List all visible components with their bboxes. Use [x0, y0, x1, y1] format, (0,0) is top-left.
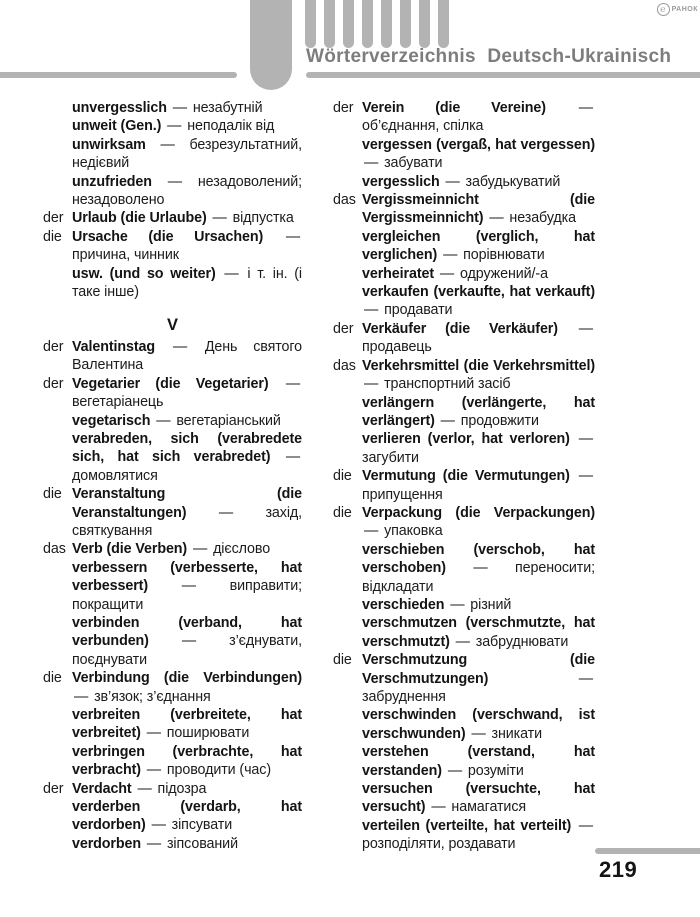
dictionary-entry	[333, 430, 595, 467]
dictionary-entry	[43, 669, 302, 706]
entry-article: die	[43, 486, 62, 503]
entry-article: die	[43, 670, 62, 687]
dictionary-entry	[43, 209, 302, 227]
entry-dash: —	[447, 762, 463, 779]
entry-dash: —	[364, 376, 379, 393]
dictionary-entry	[333, 541, 595, 596]
dictionary-entry	[333, 283, 595, 320]
entry-ukrainian-translation: продавати	[384, 302, 453, 319]
entry-dash: —	[578, 468, 593, 485]
entry-german-term: usw. (und so weiter)	[72, 265, 216, 282]
footer-rule	[595, 848, 700, 854]
entry-ukrainian-translation: розуміти	[467, 762, 524, 779]
entry-german-term: Verschmutzung (die Verschmutzungen)	[362, 652, 595, 687]
entry-dash: —	[440, 412, 455, 429]
dictionary-entry	[43, 117, 302, 135]
entry-german-term: verabreden, sich (verabredete sich, hat sich verabredet)	[72, 430, 302, 466]
entry-dash: —	[439, 265, 455, 282]
entry-dash: —	[137, 780, 152, 797]
entry-ukrainian-translation: зіпсований	[166, 835, 238, 852]
entry-german-term: Verpackung (die Verpackungen)	[362, 504, 595, 521]
entry-ukrainian-translation: домовлятися	[72, 467, 158, 484]
dictionary-entry	[43, 430, 302, 485]
header-bar-decoration	[343, 0, 354, 48]
entry-article: der	[43, 375, 64, 392]
dictionary-entry	[333, 817, 595, 854]
entry-german-term: verstehen (verstand, hat verstanden)	[362, 744, 595, 779]
dictionary-entry	[43, 412, 302, 430]
dictionary-entry	[43, 99, 302, 117]
entry-dash: —	[473, 560, 488, 577]
dictionary-entry	[43, 136, 302, 173]
header-rule-left	[0, 72, 237, 78]
entry-dash: —	[181, 633, 197, 650]
entry-article: die	[43, 228, 62, 245]
entry-dash: —	[578, 100, 593, 116]
entry-german-term: verschieben (verschob, hat verschoben)	[362, 541, 595, 577]
entry-ukrainian-translation: забруднювати	[475, 633, 569, 650]
entry-ukrainian-translation: з’єднувати, поєднувати	[72, 633, 303, 668]
entry-german-term: Verbindung (die Verbindungen)	[72, 670, 302, 687]
entry-dash: —	[160, 136, 175, 153]
header-bar-decoration	[400, 0, 411, 48]
entry-german-term: verlieren (verlor, hat verloren)	[362, 431, 570, 448]
entry-dash: —	[578, 817, 593, 834]
entry-dash: —	[285, 228, 301, 245]
entry-german-term: Ursache (die Ursachen)	[72, 228, 264, 245]
entry-dash: —	[364, 155, 379, 172]
entry-german-term: verbreiten (verbreitete, hat verbreitet)	[72, 707, 302, 742]
header-pill-shape	[250, 0, 292, 90]
entry-dash: —	[181, 578, 196, 595]
entry-german-term: verbessern (verbesserte, hat verbessert)	[72, 559, 302, 595]
entry-ukrainian-translation: неподалік від	[187, 118, 275, 135]
entry-dash: —	[364, 523, 379, 540]
dictionary-entry	[333, 357, 595, 394]
entry-german-term: verschmutzen (verschmutzte, hat verschmutzt)	[362, 615, 595, 650]
entry-ukrainian-translation: причина, чинник	[72, 247, 179, 264]
dictionary-entry	[333, 706, 595, 743]
entry-ukrainian-translation: різний	[470, 596, 512, 613]
entry-german-term: verschieden	[362, 596, 445, 613]
entry-german-term: unwirksam	[72, 136, 146, 153]
right-column	[333, 99, 595, 854]
entry-german-term: Vegetarier (die Vegetarier)	[72, 375, 269, 392]
entry-ukrainian-translation: зіпсувати	[171, 817, 233, 834]
dictionary-entry	[333, 320, 595, 357]
header-bar-decoration	[419, 0, 430, 48]
entry-german-term: Verein (die Vereine)	[362, 100, 546, 116]
entry-dash: —	[172, 338, 188, 355]
section-letter-heading: V	[166, 316, 178, 335]
dictionary-entry	[43, 798, 302, 835]
header-bar-decoration	[305, 0, 316, 48]
dictionary-entry	[43, 375, 302, 412]
entry-ukrainian-translation: намагатися	[451, 799, 527, 816]
entry-german-term: unweit (Gen.)	[72, 118, 162, 135]
dictionary-entry	[43, 540, 302, 558]
dictionary-entry	[333, 596, 595, 614]
entry-ukrainian-translation: захід, святкування	[72, 504, 303, 539]
entry-ukrainian-translation: зв’язок; з’єднання	[94, 688, 211, 705]
entry-ukrainian-translation: припущення	[362, 486, 443, 503]
entry-dash: —	[218, 504, 234, 521]
entry-ukrainian-translation: проводити (час)	[166, 762, 271, 779]
dictionary-entry	[43, 485, 302, 540]
entry-dash: —	[431, 799, 446, 816]
entry-ukrainian-translation: виправити; покращити	[72, 578, 302, 613]
entry-dash: —	[445, 173, 460, 190]
entry-ukrainian-translation: одружений/-а	[459, 265, 548, 282]
entry-german-term: verheiratet	[362, 265, 435, 282]
entry-german-term: verlängern (verlängerte, hat verlängert)	[362, 394, 595, 429]
entry-german-term: unzufrieden	[72, 173, 152, 190]
entry-article: die	[333, 504, 352, 521]
entry-article: die	[333, 468, 352, 485]
dictionary-entry	[43, 614, 302, 669]
entry-german-term: verbinden (verband, hat verbunden)	[72, 614, 302, 650]
entry-german-term: Vergissmeinnicht (die Vergissmeinnicht)	[362, 192, 595, 227]
entry-ukrainian-translation: зникати	[491, 725, 543, 742]
entry-ukrainian-translation: незадоволений; незадоволено	[72, 173, 303, 209]
dictionary-entry	[43, 265, 302, 302]
dictionary-entry	[43, 559, 302, 614]
entry-german-term: Veranstaltung (die Veranstaltungen)	[72, 486, 302, 521]
entry-german-term: verschwinden (verschwand, ist verschwunden)	[362, 707, 595, 742]
entry-german-term: vergessen (vergaß, hat vergessen)	[362, 136, 595, 153]
entry-dash: —	[455, 633, 470, 650]
entry-ukrainian-translation: поширювати	[166, 725, 250, 742]
dictionary-entry	[333, 651, 595, 706]
entry-ukrainian-translation: транспортний засіб	[384, 376, 511, 393]
header-bar-decoration	[324, 0, 335, 48]
dictionary-entry	[333, 191, 595, 228]
entry-article: der	[43, 210, 64, 227]
entry-dash: —	[450, 596, 465, 613]
dictionary-entry	[333, 265, 595, 283]
dictionary-entry	[43, 173, 302, 210]
dictionary-entry	[333, 467, 595, 504]
entry-dash: —	[364, 302, 379, 319]
entry-ukrainian-translation: відпустка	[232, 210, 294, 227]
entry-ukrainian-translation: забувати	[384, 155, 443, 172]
entry-dash: —	[578, 670, 593, 687]
entry-article: der	[333, 100, 354, 116]
entry-german-term: verteilen (verteilte, hat verteilt)	[362, 817, 572, 834]
entry-german-term: verderben (verdarb, hat verdorben)	[72, 799, 302, 834]
entry-german-term: verdorben	[72, 835, 142, 852]
dictionary-entry	[333, 614, 595, 651]
entry-ukrainian-translation: безрезультатний, недієвий	[72, 136, 302, 172]
publisher-logo-name: РАНОК	[671, 6, 698, 13]
dictionary-entry	[43, 706, 302, 743]
dictionary-entry	[333, 99, 595, 136]
entry-german-term: vergleichen (verglich, hat verglichen)	[362, 228, 595, 264]
dictionary-entry	[333, 228, 595, 265]
publisher-logo	[657, 3, 698, 16]
entry-german-term: Verkehrsmittel (die Verkehrsmittel)	[362, 357, 595, 374]
left-column	[43, 99, 302, 854]
entry-dash: —	[471, 725, 486, 742]
entry-ukrainian-translation: дієслово	[213, 541, 271, 558]
entry-german-term: vegetarisch	[72, 412, 151, 429]
entry-ukrainian-translation: забруднення	[362, 689, 446, 705]
entry-ukrainian-translation: незабутній	[192, 100, 263, 116]
dictionary-entry	[333, 136, 595, 173]
entry-dash: —	[489, 210, 504, 227]
entry-german-term: versuchen (versuchte, hat versucht)	[362, 781, 595, 816]
dictionary-entry	[333, 743, 595, 780]
entry-german-term: vergesslich	[362, 173, 440, 190]
entry-german-term: Verkäufer (die Verkäufer)	[362, 320, 558, 337]
entry-ukrainian-translation: упаковка	[384, 523, 443, 540]
entry-ukrainian-translation: об’єднання, спілка	[362, 118, 484, 135]
dictionary-entry	[333, 780, 595, 817]
entry-ukrainian-translation: продовжити	[460, 412, 539, 429]
entry-article: der	[43, 780, 64, 797]
entry-dash: —	[443, 247, 458, 264]
entry-ukrainian-translation: забудькуватий	[465, 173, 561, 190]
publisher-logo-icon: ℮	[657, 3, 670, 16]
dictionary-entry	[43, 780, 302, 798]
entry-german-term: Verb (die Verben)	[72, 541, 188, 558]
header-rule-right	[306, 72, 700, 78]
entry-dash: —	[578, 431, 593, 448]
entry-dash: —	[156, 412, 171, 429]
dictionary-entry	[43, 835, 302, 853]
entry-ukrainian-translation: і т. ін. (і таке інше)	[72, 265, 302, 301]
entry-ukrainian-translation: порівнювати	[463, 247, 545, 264]
entry-article: das	[43, 541, 66, 558]
entry-ukrainian-translation: розподіляти, роздавати	[362, 836, 516, 853]
entry-article: der	[43, 338, 64, 355]
entry-dash: —	[167, 118, 182, 135]
entry-ukrainian-translation: загубити	[362, 449, 419, 466]
entry-dash: —	[212, 210, 227, 227]
entry-dash: —	[224, 265, 239, 282]
entry-german-term: Vermutung (die Vermutungen)	[362, 468, 570, 485]
entry-dash: —	[146, 762, 161, 779]
header-bar-decoration	[362, 0, 373, 48]
entry-german-term: verbringen (verbrachte, hat verbracht)	[72, 743, 302, 779]
entry-german-term: Urlaub (die Urlaube)	[72, 210, 207, 227]
entry-ukrainian-translation: продавець	[362, 339, 432, 356]
entry-ukrainian-translation: переносити; відкладати	[362, 560, 596, 595]
entry-dash: —	[74, 688, 89, 705]
entry-dash: —	[172, 100, 187, 116]
entry-ukrainian-translation: вегетаріанський	[176, 412, 281, 429]
dictionary-entry	[43, 743, 302, 780]
entry-dash: —	[151, 817, 166, 834]
entry-german-term: Verdacht	[72, 780, 132, 797]
entry-dash: —	[167, 173, 182, 190]
header-bars-decoration	[305, 0, 449, 48]
dictionary-entry	[43, 338, 302, 375]
entry-ukrainian-translation: День святого Валентина	[72, 338, 303, 374]
entry-dash: —	[578, 320, 593, 337]
dictionary-entry	[333, 504, 595, 541]
entry-article: die	[333, 652, 352, 669]
entry-dash: —	[146, 835, 162, 852]
entry-dash: —	[192, 541, 208, 558]
dictionary-entry	[43, 228, 302, 265]
header-bar-decoration	[438, 0, 449, 48]
page-number: 219	[599, 857, 638, 882]
entry-article: das	[333, 192, 356, 209]
entry-dash: —	[285, 449, 301, 466]
entry-article: das	[333, 357, 356, 374]
dictionary-entry	[333, 394, 595, 431]
dictionary-columns	[43, 99, 657, 854]
entry-german-term: verkaufen (verkaufte, hat verkauft)	[362, 284, 595, 301]
entry-ukrainian-translation: підозра	[157, 780, 207, 797]
dictionary-entry	[333, 173, 595, 191]
entry-ukrainian-translation: незабудка	[509, 210, 576, 227]
entry-dash: —	[146, 725, 161, 742]
entry-german-term: unvergesslich	[72, 100, 167, 116]
entry-ukrainian-translation: вегетаріанець	[72, 394, 164, 411]
entry-dash: —	[285, 375, 301, 392]
header-bar-decoration	[381, 0, 392, 48]
entry-article: der	[333, 320, 354, 337]
page-title: Wörterverzeichnis Deutsch-Ukrainisch	[306, 46, 672, 67]
entry-german-term: Valentinstag	[72, 338, 156, 355]
